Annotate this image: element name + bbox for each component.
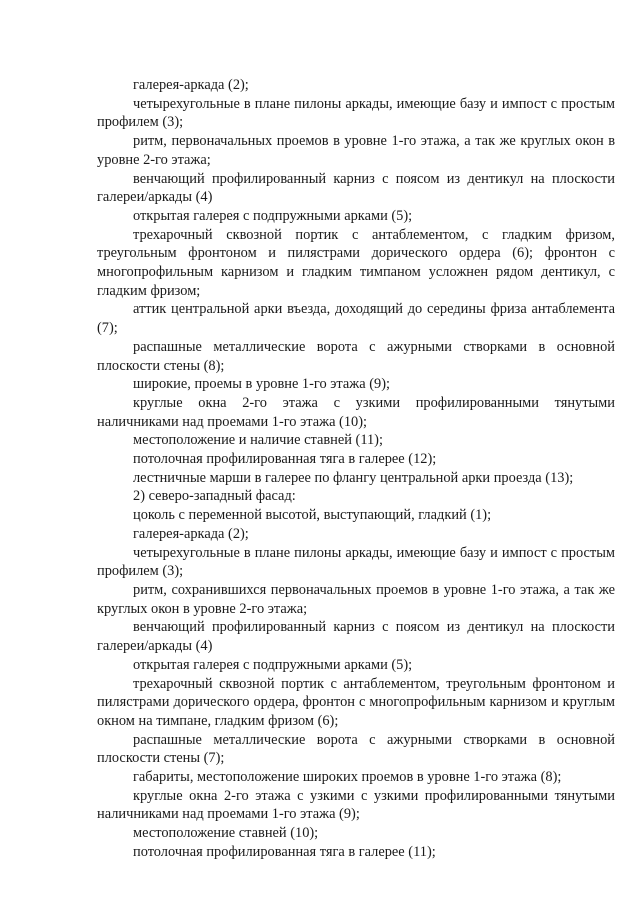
paragraph: местоположение и наличие ставней (11); [133,432,383,449]
paragraph: венчающий профилированный карниз с поясом из дентикул на плоскости галереи/аркады (4) [97,619,615,655]
document-page [97,76,615,862]
paragraph: галерея-аркада (2); [133,77,249,93]
paragraph: потолочная профилированная тяга в галерее (11); [133,843,436,860]
paragraph: распашные металлические ворота с ажурными створками в основной плоскости стены (7); [97,731,615,767]
paragraph: открытая галерея с подпружными арками (5); [133,207,413,224]
paragraph: цоколь с переменной высотой, выступающий, гладкий (1); [133,507,492,524]
paragraph: габариты, местоположение широких проемов в уровне 1-го этажа (8); [133,769,562,786]
section-heading: 2) северо-западный фасад: [133,488,296,505]
paragraph: трехарочный сквозной портик с антаблементом, с гладким фризом, треугольным фронтоном и пилястрами дорического ордера (6); фронтон с многопрофильным карнизом и гладким тимпаном усложнен рядом дентикул, с гладким фризом; [97,226,615,299]
paragraph: широкие, проемы в уровне 1-го этажа (9); [133,376,390,393]
paragraph: открытая галерея с подпружными арками (5); [133,656,413,673]
paragraph: лестничные марши в галерее по флангу центральной арки проезда (13); [133,469,574,486]
paragraph: галерея-аркада (2); [133,525,249,542]
paragraph: венчающий профилированный карниз с поясом из дентикул на плоскости галереи/аркады (4) [97,170,615,206]
paragraph: трехарочный сквозной портик с антаблементом, треугольным фронтоном и пилястрами дорического ордера, фронтон с многопрофильным карнизом и круглым окном на тимпане, гладким фризом (6); [97,675,615,729]
paragraph: ритм, первоначальных проемов в уровне 1-го этажа, а так же круглых окон в уровне 2-го этажа; [97,133,615,168]
paragraph: четырехугольные в плане пилоны аркады, имеющие базу и импост с простым профилем (3); [97,544,615,580]
paragraph: ритм, сохранившихся первоначальных проемов в уровне 1-го этажа, а так же круглых окон в уровне 2-го этажа; [97,581,615,617]
paragraph: распашные металлические ворота с ажурными створками в основной плоскости стены (8); [97,338,615,374]
paragraph: круглые окна 2-го этажа с узкими профилированными тянутыми наличниками над проемами 1-го этажа (10); [97,394,615,430]
paragraph: потолочная профилированная тяга в галерее (12); [133,451,437,468]
paragraph: аттик центральной арки въезда, доходящий до середины фриза антаблемента (7); [97,301,615,337]
paragraph: местоположение ставней (10); [133,825,319,842]
paragraph: четырехугольные в плане пилоны аркады, имеющие базу и импост с простым профилем (3); [97,95,615,131]
paragraph: круглые окна 2-го этажа с узкими с узкими профилированными тянутыми наличниками над проемами 1-го этажа (9); [97,787,615,823]
